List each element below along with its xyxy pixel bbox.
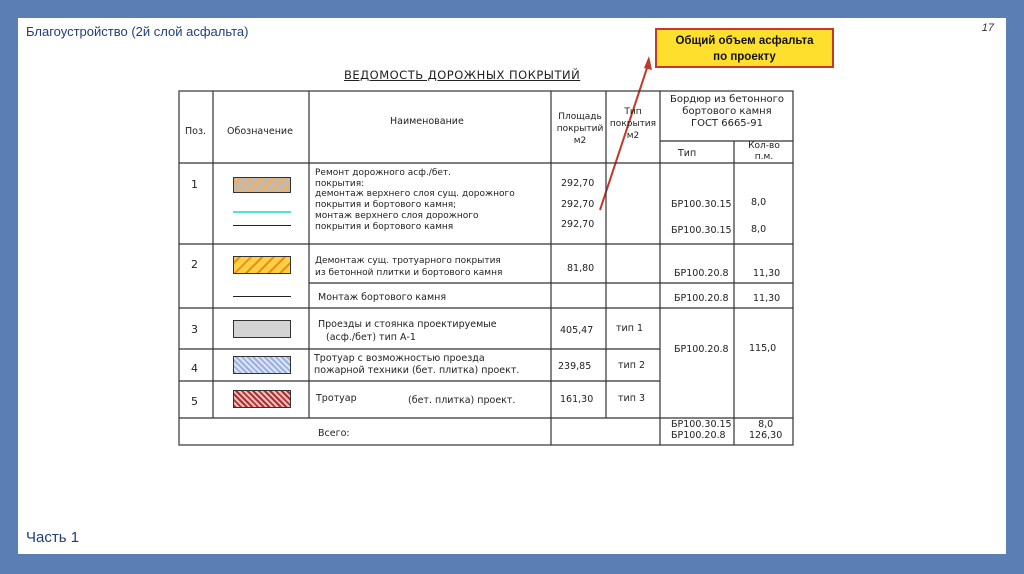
row1-name: Ремонт дорожного асф./бет. покрытия: демонтаж верхнего слоя сущ. дорожного покрытия и бортового камня; монтаж верхнего слоя дорожного покрытия и бортового камня	[315, 168, 515, 232]
header-area: Площадь покрытий м2	[556, 112, 604, 146]
row2b-curb-type: БР100.20.8	[674, 293, 729, 304]
header-curb-qty: Кол-во п.м.	[748, 141, 780, 162]
row2-pos: 2	[191, 258, 198, 271]
line-curb-legend	[233, 296, 291, 297]
total-label: Всего:	[318, 428, 350, 439]
callout-line-1: Общий объем асфальта	[675, 35, 814, 47]
row3-pos: 3	[191, 323, 198, 336]
row4-area: 239,85	[558, 361, 592, 372]
total-curb-types: БР100.30.15 БР100.20.8	[671, 419, 732, 441]
row1-curb-qty-1: 8,0	[751, 197, 767, 208]
row3-name: Проезды и стоянка проектируемые (асф./бет) тип А-1	[318, 319, 497, 343]
row5-area: 161,30	[560, 394, 594, 405]
row2-name: Демонтаж сущ. тротуарного покрытия из бетонной плитки и бортового камня	[315, 256, 503, 278]
line-black-legend	[233, 225, 291, 226]
slide-footer: Часть 1	[26, 529, 80, 546]
row2-curb-type: БР100.20.8	[674, 268, 729, 279]
header-curb: Бордюр из бетонного бортового камня ГОСТ 6665-91	[669, 94, 784, 129]
row34-curb-qty: 115,0	[749, 343, 777, 354]
row1-area-1: 292,70	[561, 178, 595, 189]
header-name: Наименование	[390, 116, 464, 127]
row2-curb-qty: 11,30	[753, 268, 781, 279]
document-title: ВЕДОМОСТЬ ДОРОЖНЫХ ПОКРЫТИЙ	[344, 68, 581, 82]
header-surface-type: Тип покрытия м2	[609, 107, 657, 141]
callout-line-2: по проекту	[713, 51, 776, 63]
row3-area: 405,47	[560, 325, 594, 336]
row1-curb-qty-2: 8,0	[751, 224, 767, 235]
row5-name-a: Тротуар	[316, 393, 357, 404]
row5-type: тип 3	[618, 393, 645, 404]
slide	[18, 18, 1006, 554]
row5-pos: 5	[191, 395, 198, 408]
swatch-sidewalk-demolition	[233, 256, 291, 274]
row1-area-3: 292,70	[561, 219, 595, 230]
row5-name-b: (бет. плитка) проект.	[408, 395, 516, 406]
swatch-asphalt-repair	[233, 177, 291, 193]
row1-pos: 1	[191, 178, 198, 191]
header-curb-type: Тип	[678, 148, 697, 159]
row2b-curb-qty: 11,30	[753, 293, 781, 304]
row2b-name: Монтаж бортового камня	[318, 292, 447, 303]
row2-area: 81,80	[567, 263, 595, 274]
row1-area-2: 292,70	[561, 199, 595, 210]
page-number: 17	[981, 22, 994, 34]
row1-curb-type-2: БР100.30.15	[671, 225, 732, 236]
swatch-fire-access-sidewalk	[233, 356, 291, 374]
total-curb-qtys: 8,0 126,30	[749, 419, 783, 441]
header-designation: Обозначение	[227, 126, 293, 137]
row4-pos: 4	[191, 362, 198, 375]
slide-title: Благоустройство (2й слой асфальта)	[26, 24, 249, 39]
header-pos: Поз.	[185, 126, 207, 137]
row4-type: тип 2	[618, 360, 645, 371]
swatch-sidewalk	[233, 390, 291, 408]
table-grid	[18, 18, 1006, 554]
row3-type: тип 1	[616, 323, 643, 334]
row1-curb-type-1: БР100.30.15	[671, 199, 732, 210]
row4-name: Тротуар с возможностью проезда пожарной техники (бет. плитка) проект.	[314, 353, 520, 376]
row34-curb-type: БР100.20.8	[674, 344, 729, 355]
line-cyan-legend	[233, 211, 291, 213]
swatch-driveways	[233, 320, 291, 338]
